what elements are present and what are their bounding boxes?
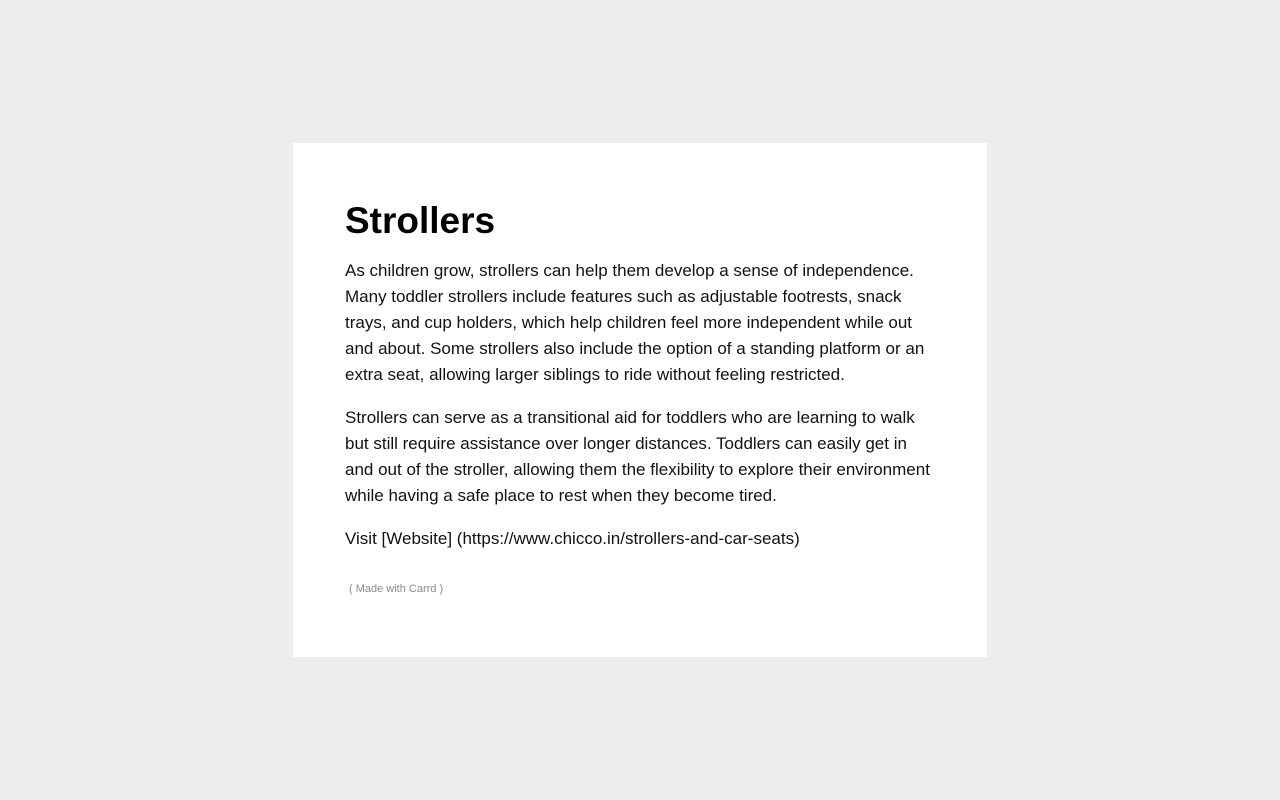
paragraph-transitional-aid: Strollers can serve as a transitional aid for toddlers who are learning to walk but still require assistance over longer distances. Toddlers can easily get in and out of the stroller, allowing them the flexibility to explore their environment while having a safe place to rest when they become tired. [345, 408, 930, 505]
page-title: Strollers [345, 200, 496, 241]
content-card [293, 143, 987, 657]
paragraph-visit-website: Visit [Website] (https://www.chicco.in/strollers-and-car-seats) [345, 529, 800, 548]
paragraph-independence: As children grow, strollers can help them develop a sense of independence. Many toddler strollers include features such as adjustable footrests, snack trays, and cup holders, which help children feel more independent while out and about. Some strollers also include the option of a standing platform or an extra seat, allowing larger siblings to ride without feeling restricted. [345, 261, 925, 384]
made-with-carrd-link[interactable]: ( Made with Carrd ) [349, 583, 444, 595]
